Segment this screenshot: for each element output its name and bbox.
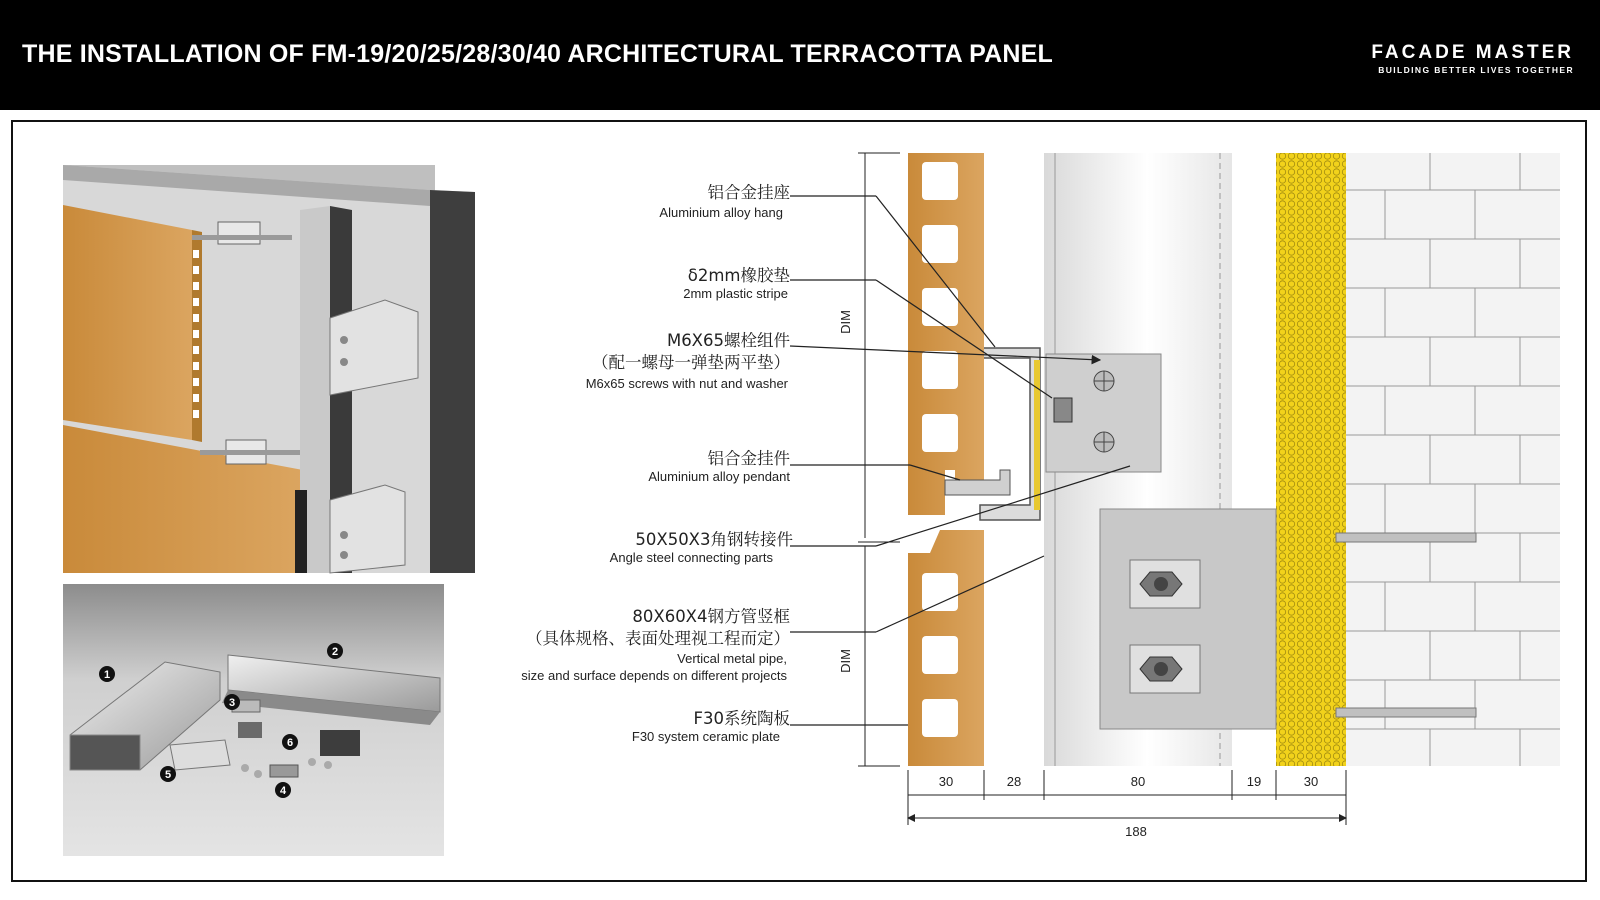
label-stripe-en: 2mm plastic stripe [683,286,788,301]
label-stripe-cn: δ2mm橡胶垫 [687,266,790,285]
dim-segment-4: 19 [1246,774,1262,789]
svg-text:3: 3 [228,697,236,709]
anchor-bolt-bottom [1336,708,1476,717]
angle-bracket-top [330,300,418,395]
brand-tagline: BUILDING BETTER LIVES TOGETHER [1378,65,1574,75]
dim-label-lower: DIM [838,649,853,673]
label-pendant-cn: 铝合金挂件 [707,449,790,468]
pendant-part [238,722,262,738]
terracotta-panel-upper [908,153,984,515]
terracotta-panel-top [63,205,192,440]
alloy-clip-top [218,222,260,244]
wall-edge [430,190,475,573]
square-tube-end [70,735,140,770]
label-screw-en: M6x65 screws with nut and washer [585,376,788,391]
callout-labels [521,183,793,744]
isometric-view [63,165,475,573]
svg-text:1: 1 [103,669,111,681]
dim-segment-1: 30 [938,774,954,789]
vertical-dimensions [838,153,900,766]
dim-label-upper: DIM [838,310,853,334]
dim-segment-2: 28 [1006,774,1022,789]
label-angle-cn: 50X50X3角钢转接件 [635,530,793,549]
svg-text:4: 4 [279,785,287,797]
washer-plate [170,740,230,770]
rubber-strip [1034,360,1040,510]
brand-name: FACADE MASTER [1371,42,1574,63]
label-angle-en: Angle steel connecting parts [609,550,773,565]
insulation-layer [1276,153,1346,766]
anchor-bolt-top [1336,533,1476,542]
label-pipe-en2: size and surface depends on different projects [521,668,787,683]
angle-bracket-bottom [330,485,405,573]
rubber-pad [320,730,360,756]
label-screw-cn2: （配一螺母一弹垫两平垫） [592,353,790,372]
svg-text:2: 2 [331,646,339,658]
label-pipe-cn2: （具体规格、表面处理视工程而定） [526,629,790,648]
bolt-part [270,765,298,777]
label-hang-cn: 铝合金挂座 [707,183,790,202]
section-drawing [908,153,1560,766]
panel-cavities [922,162,958,737]
brick-wall [1346,153,1560,766]
svg-text:5: 5 [164,769,172,781]
label-plate-cn: F30系统陶板 [693,709,790,728]
label-pipe-en: Vertical metal pipe, [677,651,787,666]
horizontal-dimensions [908,770,1346,839]
dim-total: 188 [1125,824,1147,839]
page-title: THE INSTALLATION OF FM-19/20/25/28/30/40 ARCHITECTURAL TERRACOTTA PANEL [22,40,1053,68]
dim-segment-3: 80 [1130,774,1146,789]
angle-steel-plate [1100,509,1276,729]
label-pipe-cn: 80X60X4钢方管竖框 [632,607,790,626]
label-hang-en: Aluminium alloy hang [659,205,783,220]
label-screw-cn: M6X65螺栓组件 [666,331,790,350]
label-pendant-en: Aluminium alloy pendant [648,469,790,484]
parts-photo [63,584,444,856]
dim-segment-5: 30 [1303,774,1319,789]
label-plate-en: F30 system ceramic plate [631,729,780,744]
svg-text:6: 6 [286,737,294,749]
